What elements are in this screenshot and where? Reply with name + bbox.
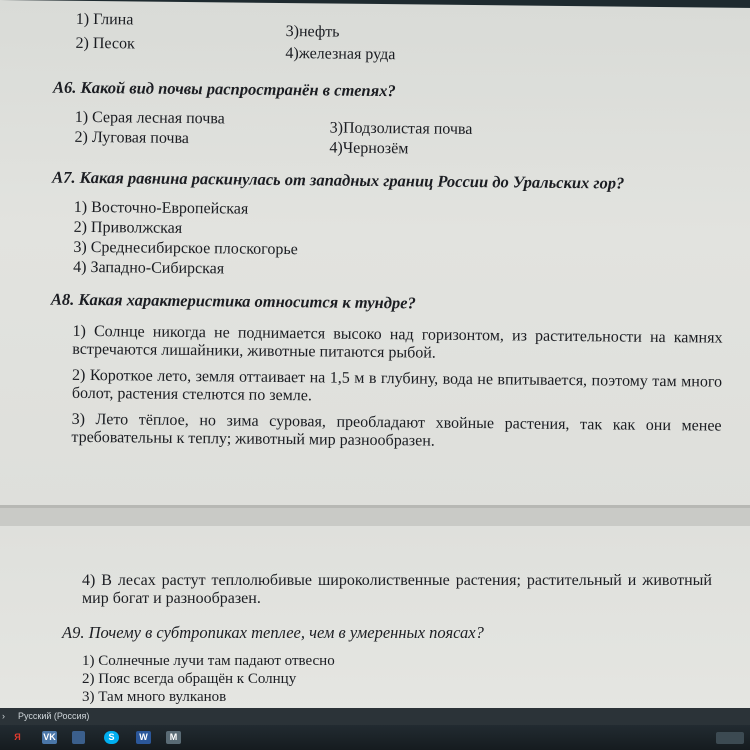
tray-icon[interactable] [716,732,744,744]
document-page-2 [0,526,750,722]
a9-option-1: 1) Солнечные лучи там падают отвесно [82,653,335,669]
a5-option-4: 4)железная руда [285,45,396,64]
a8-question: А8. Какая характеристика относится к тундре? [50,289,416,313]
a6-option-4: 4)Чернозём [329,139,409,158]
a7-option-4: 4) Западно-Сибирская [73,258,225,278]
a6-question: А6. Какой вид почвы распространён в степях? [52,77,396,101]
a7-option-2: 2) Приволжская [73,218,183,237]
a7-question: А7. Какая равнина раскинулась от западных границ России до Уральских гор? [52,167,625,193]
language-indicator[interactable]: Русский (Россия) [18,711,90,721]
a5-option-1: 1) Глина [75,10,134,29]
a8-option-2: 2) Короткое лето, земля оттаивает на 1,5 м в глубину, вода не впитывается, поэтому там много болот, растения стелются по земле. [71,366,723,405]
mail-icon[interactable]: M [166,731,181,744]
a5-option-3: 3)нефть [285,23,340,41]
a8-option-3: 3) Лето тёплое, но зима суровая, преобладают хвойные растения, так как они менее требовательны к теплу; животный мир разнообразен. [71,410,722,450]
a7-option-1: 1) Восточно-Европейская [73,198,249,218]
a8-option-4: 4) В лесах растут теплолюбивые широколиственные растения; растительный и животный мир богат и разнообразен. [82,572,712,607]
page-gap [0,505,750,528]
a5-option-2: 2) Песок [75,34,135,53]
a6-option-1: 1) Серая лесная почва [74,108,225,128]
taskbar [0,725,750,750]
a8-option-1: 1) Солнце никогда не поднимается высоко над горизонтом, из растительности на камнях встречаются лишайники, животные питаются рыбой. [72,322,723,362]
word-icon[interactable]: W [136,731,151,744]
status-bar [0,708,750,725]
a6-option-3: 3)Подзолистая почва [329,119,473,138]
a9-question: А9. Почему в субтропиках теплее, чем в умеренных поясах? [62,623,484,642]
a9-option-3: 3) Там много вулканов [82,689,227,705]
skype-icon[interactable]: S [104,731,119,744]
app-icon[interactable] [72,731,85,744]
yandex-icon[interactable]: Я [14,732,21,742]
a7-option-3: 3) Среднесибирское плоскогорье [73,238,298,259]
a6-option-2: 2) Луговая почва [74,128,190,148]
status-marker-icon: › [2,711,5,721]
a9-option-2: 2) Пояс всегда обращён к Солнцу [82,671,297,687]
vk-icon[interactable]: VK [43,732,56,742]
